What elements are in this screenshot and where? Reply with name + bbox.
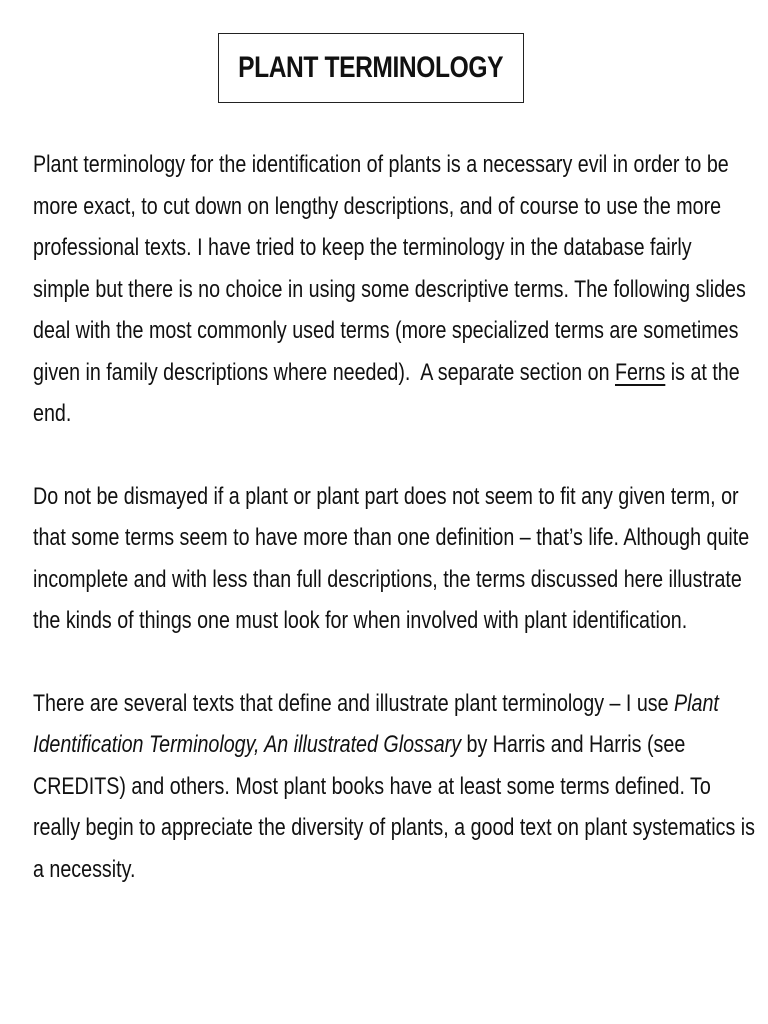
text-line: Do not be dismayed if a plant or plant part does not seem to fit any given term, or	[33, 482, 739, 510]
book-title-italic: Identification Terminology, An illustrated Glossary	[33, 731, 462, 758]
body-text	[33, 144, 755, 890]
book-title-italic: Plant	[674, 689, 719, 717]
text-segment: is at the	[665, 358, 740, 386]
text-segment: by Harris and Harris (see	[461, 731, 686, 758]
paragraph-texts	[33, 683, 755, 891]
text-line	[33, 724, 686, 766]
text-segment: given in family descriptions where needed). A separate section on	[33, 358, 615, 386]
text-line: deal with the most commonly used terms (more specialized terms are sometimes	[33, 317, 739, 344]
text-line: a necessity.	[33, 855, 136, 883]
text-line	[33, 683, 719, 725]
text-line: more exact, to cut down on lengthy descriptions, and of course to use the more	[33, 192, 722, 220]
text-segment: There are several texts that define and illustrate plant terminology – I use	[33, 689, 675, 717]
text-line: incomplete and with less than full descriptions, the terms discussed here illustrate	[33, 565, 742, 593]
text-line	[33, 352, 740, 394]
text-line: end.	[33, 400, 72, 427]
paragraph-dismayed	[33, 476, 750, 642]
text-line: CREDITS) and others. Most plant books have at least some terms defined. To	[33, 772, 711, 800]
title-box	[218, 33, 524, 103]
page-title: PLANT TERMINOLOGY	[238, 51, 504, 84]
text-line: Plant terminology for the identification of plants is a necessary evil in order to be	[33, 151, 729, 178]
paragraph-intro	[33, 144, 746, 435]
text-line: the kinds of things one must look for when involved with plant identification.	[33, 607, 688, 634]
text-line: simple but there is no choice in using some descriptive terms. The following slides	[33, 275, 746, 303]
text-line: professional texts. I have tried to keep the terminology in the database fairly	[33, 234, 692, 261]
ferns-link[interactable]: Ferns	[614, 358, 666, 386]
text-line: that some terms seem to have more than one definition – that’s life. Although quite	[33, 524, 750, 551]
text-line: really begin to appreciate the diversity of plants, a good text on plant systematics is	[33, 814, 755, 841]
